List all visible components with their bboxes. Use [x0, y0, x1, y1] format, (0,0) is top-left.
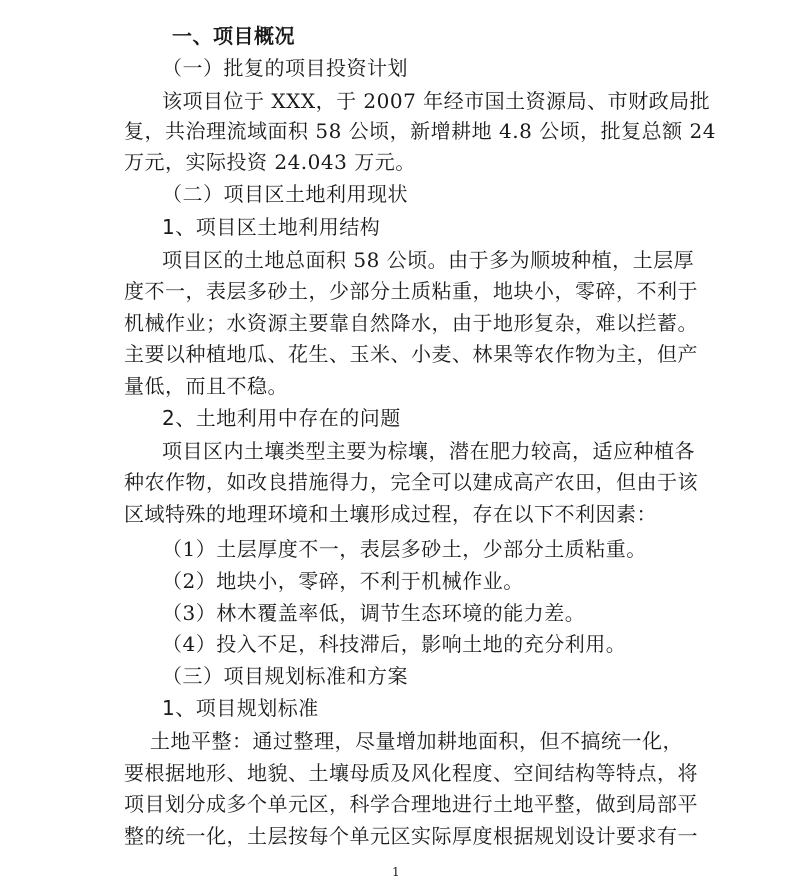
issue-item: （2）地块小，零碎，不利于机械作业。 — [162, 569, 524, 593]
page-number: 1 — [392, 865, 400, 879]
paragraph-line: 复，共治理流域面积 58 公顷，新增耕地 4.8 公顷，批复总额 24 — [124, 119, 716, 143]
section-land-use-status-title: （二）项目区土地利用现状 — [162, 182, 408, 206]
paragraph-line: 种农作物，如改良措施得力，完全可以建成高产农田，但由于该 — [124, 470, 698, 494]
paragraph-line: 该项目位于 XXX，于 2007 年经市国土资源局、市财政局批 — [162, 89, 711, 113]
issue-item: （4）投入不足，科技滞后，影响土地的充分利用。 — [162, 632, 627, 656]
issue-item: （3）林木覆盖率低，调节生态环境的能力差。 — [162, 601, 586, 625]
issue-item: （1）土层厚度不一，表层多砂土，少部分土质粘重。 — [162, 537, 647, 561]
section-planning-standards-title: （三）项目规划标准和方案 — [162, 664, 408, 688]
subsection-land-use-problems-title: 2、土地利用中存在的问题 — [162, 406, 401, 430]
paragraph-line: 土地平整：通过整理，尽量增加耕地面积，但不搞统一化， — [150, 729, 683, 753]
subsection-planning-standard-title: 1、项目规划标准 — [162, 696, 319, 720]
paragraph-line: 项目区内土壤类型主要为棕壤，潜在肥力较高，适应种植各 — [162, 439, 695, 463]
paragraph-line: 万元，实际投资 24.043 万元。 — [124, 150, 416, 174]
heading-project-overview: 一、项目概况 — [172, 24, 295, 48]
subsection-land-use-structure-title: 1、项目区土地利用结构 — [162, 215, 381, 239]
paragraph-line: 项目划分成多个单元区，科学合理地进行土地平整，做到局部平 — [124, 792, 698, 816]
paragraph-line: 项目区的土地总面积 58 公顷。由于多为顺坡种植，土层厚 — [162, 248, 695, 272]
paragraph-line: 主要以种植地瓜、花生、玉米、小麦、林果等农作物为主，但产 — [124, 342, 698, 366]
paragraph-line: 度不一，表层多砂土，少部分土质粘重，地块小，零碎，不利于 — [124, 279, 698, 303]
paragraph-line: 区域特殊的地理环境和土壤形成过程，存在以下不利因素： — [124, 502, 657, 526]
paragraph-line: 整的统一化，土层按每个单元区实际厚度根据规划设计要求有一 — [124, 824, 698, 848]
paragraph-line: 量低，而且不稳。 — [124, 374, 288, 398]
section-approved-investment-title: （一）批复的项目投资计划 — [162, 56, 408, 80]
paragraph-line: 机械作业；水资源主要靠自然降水，由于地形复杂，难以拦蓄。 — [124, 311, 698, 335]
paragraph-line: 要根据地形、地貌、土壤母质及风化程度、空间结构等特点，将 — [124, 761, 698, 785]
